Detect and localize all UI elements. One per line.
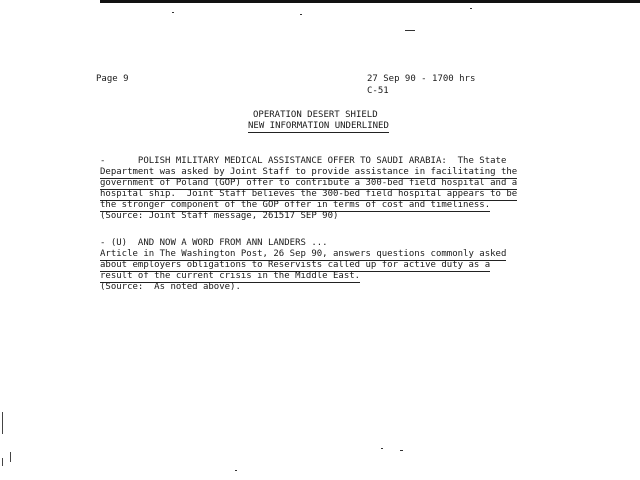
margin-mark [2,412,3,434]
document-subtitle: NEW INFORMATION UNDERLINED [248,121,389,131]
item-1-line-2: Department was asked by Joint Staff to provide assistance in facilitating the [100,167,518,177]
document-code: C-51 [367,86,389,96]
item-1-line-5: the stronger component of the GOP offer in terms of cost and timeliness. [100,200,491,210]
item-2-line-4: result of the current crisis in the Middle East. [100,271,361,281]
item-1-source: (Source: Joint Staff message, 261517 SEP 90) [100,211,339,221]
scan-speck [300,14,302,15]
item-2-source: (Source: As noted above). [100,282,241,292]
item-1-line-4: hospital ship. Joint Staff believes the 300-bed field hospital appears to be [100,189,518,199]
scan-speck [405,30,415,31]
document-title: OPERATION DESERT SHIELD [253,110,378,120]
scan-speck [172,12,174,13]
margin-mark [2,458,3,466]
scan-speck [400,450,403,451]
item-2-line-1: - (U) AND NOW A WORD FROM ANN LANDERS ... [100,238,328,248]
scan-speck [470,8,472,9]
item-1-line-1: - POLISH MILITARY MEDICAL ASSISTANCE OFFER TO SAUDI ARABIA: The State [100,156,507,166]
page-number: Page 9 [96,74,129,84]
date-time: 27 Sep 90 - 1700 hrs [367,74,476,84]
item-2-line-3: about employers obligations to Reservists called up for active duty as a [100,260,491,270]
scan-speck [381,448,383,449]
item-1-line-3: government of Poland (GOP) offer to contribute a 300-bed field hospital and a [100,178,518,188]
item-2-line-2: Article in The Washington Post, 26 Sep 90, answers questions commonly asked [100,249,507,259]
scan-speck [235,470,237,471]
margin-mark [10,452,11,462]
scan-top-edge [100,0,640,3]
